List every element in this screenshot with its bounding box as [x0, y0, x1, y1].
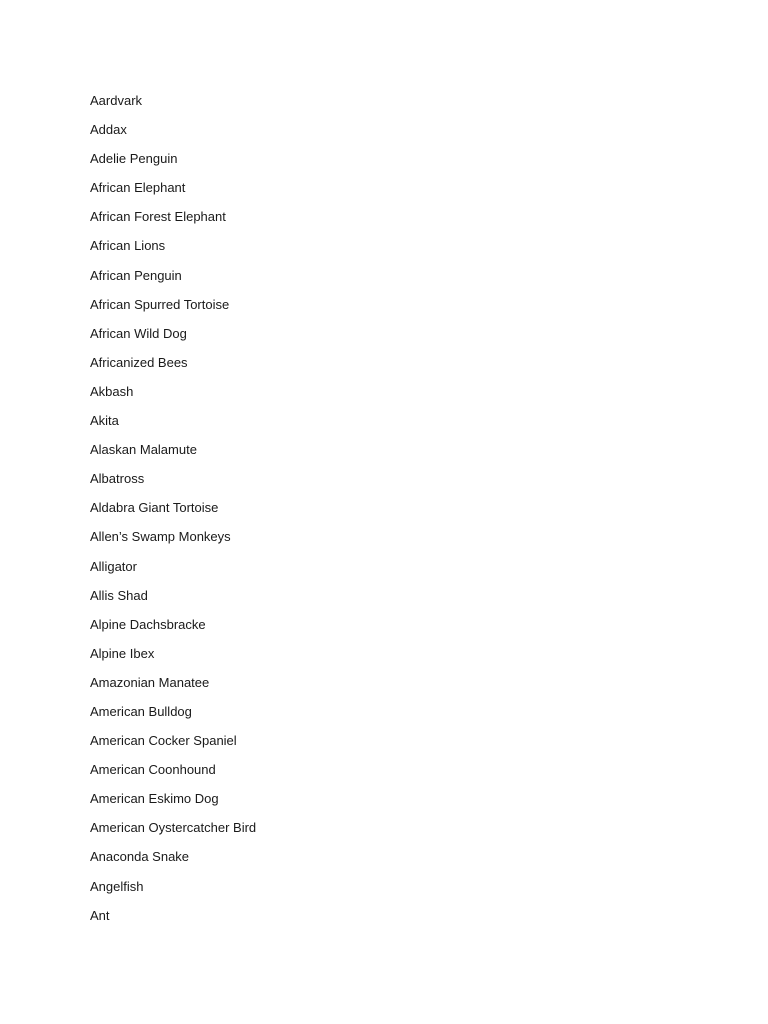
list-item: African Lions [90, 238, 166, 254]
list-item: Alligator [90, 558, 137, 574]
list-item: African Forest Elephant [90, 209, 226, 225]
list-item: Africanized Bees [90, 354, 188, 370]
list-item: African Penguin [90, 267, 182, 283]
list-item: American Bulldog [90, 703, 192, 719]
list-item: Alaskan Malamute [90, 442, 197, 458]
list-item: Aardvark [90, 93, 143, 108]
list-item: African Spurred Tortoise [90, 296, 230, 312]
list-item: Adelie Penguin [90, 151, 178, 167]
list-item: African Wild Dog [90, 325, 187, 341]
list-item: Akita [90, 413, 119, 429]
list-item: Addax [90, 122, 127, 138]
list-item: Akbash [90, 383, 134, 399]
list-item: Anaconda Snake [90, 849, 190, 865]
list-item: Albatross [90, 471, 145, 487]
list-item: Alpine Dachsbracke [90, 616, 206, 632]
list-item: African Elephant [90, 180, 186, 196]
list-item: Allis Shad [90, 587, 148, 603]
list-item: Amazonian Manatee [90, 674, 210, 690]
list-item: Ant [90, 907, 110, 923]
animal-list [90, 92, 256, 936]
list-item: Aldabra Giant Tortoise [90, 500, 219, 516]
list-item: American Cocker Spaniel [90, 733, 237, 749]
list-item: Alpine Ibex [90, 645, 155, 661]
list-item: American Eskimo Dog [90, 791, 219, 807]
list-item: American Oystercatcher Bird [90, 820, 257, 836]
list-item: American Coonhound [90, 762, 216, 778]
list-item: Allen’s Swamp Monkeys [90, 529, 231, 545]
list-item: Angelfish [90, 878, 144, 894]
